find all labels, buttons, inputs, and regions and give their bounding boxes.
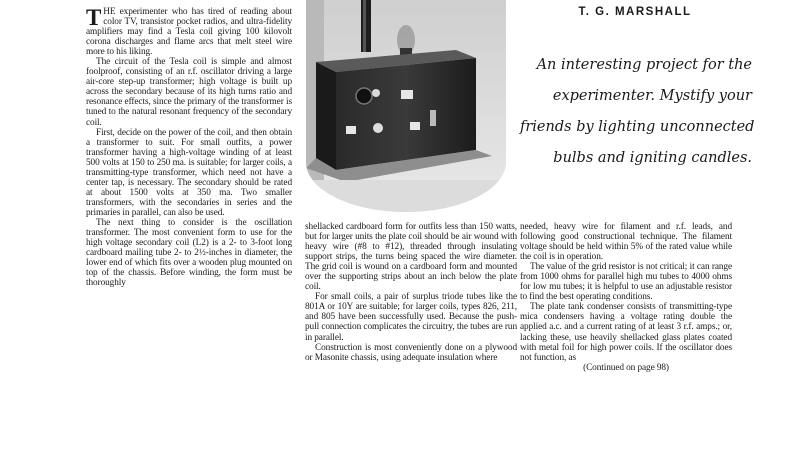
article-column-3 bbox=[520, 222, 732, 373]
column1-paragraph-2: The circuit of the Tesla coil is simple and almost foolproof, consisting of an r.f. oscillator driving a large air-core step-up transformer; high voltage is built up across the secondary because of its high turns ratio and resonance effects, since the primary of the transformer is tuned to the natural resonant frequency of the secondary coil. bbox=[86, 57, 292, 128]
tesla-coil-photo bbox=[306, 0, 506, 212]
tagline-line-4: bulbs and igniting candles. bbox=[553, 150, 752, 166]
column1-paragraph-4: The next thing to consider is the oscillation transformer. The most convenient form to use for the high voltage secondary coil (L2) is a 2- to 3-foot long cardboard mailing tube 2- to 2½-inches in diameter, the lower end of which fits over a wooden plug mounted on top of the chassis. Before winding, the form must be thoroughly bbox=[86, 217, 292, 289]
article-column-1 bbox=[86, 7, 292, 288]
column2-paragraph-1: shellacked cardboard form for outfits less than 150 watts, but for larger units the plate coil should be air wound with heavy wire (#8 to #12), threaded through insulating support strips, the turns being spaced the wire diameter. The grid coil is wound on a cardboard form and mounted over the supporting strips about an inch below the plate coil. bbox=[305, 222, 517, 293]
article-column-2 bbox=[305, 222, 517, 363]
column3-paragraph-1: needed, heavy wire for filament and r.f. leads, and following good constructional technique. The filament voltage should be held within 5% of the rated value while the coil is in operation. bbox=[520, 222, 732, 263]
column2-paragraph-2: For small coils, a pair of surplus triode tubes like the 801A or 10Y are suitable; for larger coils, types 826, 211, and 805 have been successfully used. Because the push-pull connection complicates the circuitry, the tubes are run in parallel. bbox=[305, 292, 517, 343]
tesla-coil-apparatus-image bbox=[306, 0, 506, 212]
tagline-line-1: An interesting project for the bbox=[536, 57, 752, 73]
tagline-line-3: friends by lighting unconnected bbox=[520, 119, 755, 135]
column2-paragraph-3: Construction is most conveniently done on a plywood or Masonite chassis, using adequate insulation where bbox=[305, 342, 517, 363]
author-byline: T. G. MARSHALL bbox=[578, 6, 692, 18]
column3-paragraph-2: The value of the grid resistor is not critical; it can range from 1000 ohms for parallel high mu tubes to 4000 ohms for low mu tubes; it is helpful to use an adjustable resistor to find the best operating conditions. bbox=[520, 262, 732, 303]
tagline-line-2: experimenter. Mystify your bbox=[552, 88, 752, 104]
column1-paragraph-3: First, decide on the power of the coil, and then obtain a transformer to suit. For small outfits, a power transformer having a high-voltage winding of at least 500 volts at 150 to 250 ma. is suitable; for larger coils, a transmitting-type transformer, which need not have a center tap, is necessary. The secondary should be rated at about 1500 volts at 350 ma. Two smaller transformers, with the secondaries in series and the primaries in parallel, can also be used. bbox=[86, 127, 292, 218]
dropcap-letter: T bbox=[86, 5, 102, 30]
column1-paragraph-1: THE experimenter who has tired of reading about color TV, transistor pocket radios, and ultra-fidelity amplifiers may find a Tesla coil giving 100 kilovolt corona discharges and flame arcs that melt steel wire more to his liking. bbox=[86, 5, 292, 58]
article-tagline bbox=[520, 50, 755, 174]
continued-on-page-note: (Continued on page 98) bbox=[583, 362, 669, 373]
column3-paragraph-3: The plate tank condenser consists of transmitting-type mica condensers having a voltage rating double the applied a.c. and a current rating of at least 3 r.f. amps.; or, lacking these, use heavily shellacked glass plates coated with metal foil for high power coils. If the oscillator does not function, as bbox=[520, 302, 732, 363]
